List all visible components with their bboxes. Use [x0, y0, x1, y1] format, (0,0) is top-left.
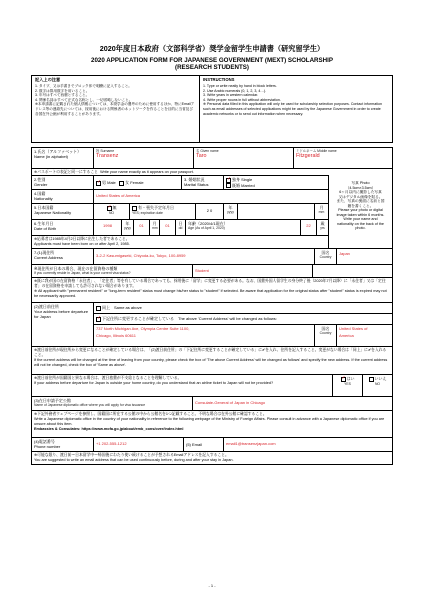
name-note: ※パスポートの表記と同一にすること Write your name exactly as it appears on your passport. — [32, 168, 392, 175]
gender-female-checkbox[interactable] — [119, 181, 124, 186]
title-en: 2020 APPLICATION FORM FOR JAPANESE GOVERNMENT (MEXT) SCHOLARSHIP (RESEARCH STUDENTS) — [91, 57, 333, 72]
dob-year-field[interactable]: 1998 — [93, 220, 121, 235]
visa-status-row: ※現住所が日本の場合、現在の在留資格の種類 If you currently reside in Japan, what is your current visa status? Student — [32, 264, 392, 277]
departure-note: ※渡日前住所が現住所から変更になることが確定している場合は、「(2)渡日前住所」の「下記住所に変更することが確定している」に✔を入れ、住所を記入すること。変更がない場合は「同上」に✔を入れること。 If the current address will be changed at the time of leaving from your country, please check the box of 'The above Current Address' will be changed as follows' and specify the new address. If the current address will not be changed, check the box of 'Same as above'. — [32, 346, 392, 374]
departure-address-field[interactable]: 737 North Michigan Ave, Olympia Centre Suite 1100, Chicago, Illinois 60611 — [96, 326, 190, 338]
page-number: - 1 - — [208, 583, 216, 588]
current-address-field[interactable]: 3-2-2 Kasumigaseki, Chiyoda-ku, Tokyo, 100-8959 — [93, 249, 314, 264]
jp-expiration-year[interactable]: 2 0 — [195, 204, 223, 219]
form-table — [31, 147, 393, 465]
instructions-box — [31, 75, 393, 143]
diplomatic-note: ※下記外務省ウェブページを参照し、国籍国に所在する公館の中から公館名を1つ記載すること。不明な場合は在外公館に確認すること。 Write a Japanese diplomatic office in the country of your nationality in reference to the following webpage of the Ministry of Foreign Affairs. Please consult in advance with a Japanese diplomatic office if you are unsure about this item. Embassies & Consulates: https://www.mofa.go.jp/about/emb_cons/over/index.html — [32, 410, 392, 437]
dob-month-field[interactable]: 01 — [133, 220, 149, 235]
airline-ticket-row: ※渡日前住所が国籍国と異なる場合は、渡日旅費が不支給となることを理解している。 If your address before departure for Japan is outside your home country, do you understand that an airline ticket to Japan will not be provided? ✓はい YES いいえ NO — [32, 374, 392, 396]
nationality-row: 4.国籍 Nationality United States of America — [32, 189, 328, 203]
diplomatic-office-row: (3)在日申請予定公館 Name of Japanese diplomatic office where you will apply for visa issuance Consulate-General of Japan in Chicago — [32, 396, 392, 410]
marital-married-checkbox[interactable] — [226, 183, 231, 188]
email-field[interactable]: email1@transenzjapan.com — [223, 438, 392, 451]
dob-day-field[interactable]: 01 — [159, 220, 175, 235]
application-form — [31, 44, 393, 465]
middle-name-field[interactable]: Fitzgerald — [296, 153, 320, 160]
dob-row: 6.生年月日 Date of Birth 1998 年 yyyy 01 月 mm 01 日 dd 年齢（2020/4/1現在） Age (As of April 1, 2020) 22 歳 yrs — [32, 219, 328, 235]
surname-field[interactable]: Transenz — [96, 153, 119, 160]
current-country-field[interactable]: Japan — [336, 249, 392, 264]
jp-nationality-yes-checkbox[interactable] — [132, 206, 137, 211]
age-field[interactable]: 22 — [300, 220, 316, 235]
airline-yes-checkbox[interactable] — [341, 377, 346, 382]
jp-nationality-no-checkbox[interactable] — [107, 206, 112, 211]
departure-address-row: (2)渡日前住所 Your address before departure for Japan 同上 Same as above ✓下記住所に変更することが確定している The above 'Current Address' will be changed as follows: 737 North Michigan Ave, Olympia Centre Suite 1100, Chicago, Illinois 60611 国名 Country United States of America — [32, 302, 392, 346]
same-as-above-checkbox[interactable] — [96, 306, 101, 311]
gender-row: 2.性別 Gender ✓ 男 Male 女 Female 3. 婚姻状況 Marital Status ✓独身 Single 既婚 Married — [32, 175, 328, 189]
instructions-en: INSTRUCTIONS 1. Type or write neatly by hand in block letters. 2. Use Arabic numerals (0, 1, 2, 3, 4…). 3. Write years in western calendar. 4. Write proper nouns in full without abbreviation. ※ Personal data filled in this application will only be used for scholarship selection purposes. Contact information such as email addresses of selected applications might be used by the Japanese Government in order to create academic networks or to send out information when necessary. — [203, 77, 383, 116]
phone-field[interactable]: +1 202-555-1212 — [93, 438, 183, 451]
japanese-nationality-row: 5.日本国籍 Japanese Nationality ✓無 NO 有・喪失予定年月日 YES; expiration date 2 0 年 yyyy 月 mm — [32, 203, 328, 219]
nationality-field[interactable]: United States of America — [93, 190, 328, 203]
dob-note: ※応募者は1985年4月2日以降に出生した者であること。 Applicants must have been born on or after April 2, 1985. — [32, 235, 328, 248]
current-address-row: 7.(1)現住所 Current Address 3-2-2 Kasumigaseki, Chiyoda-ku, Tokyo, 100-8959 国名 Country Japan — [32, 248, 392, 264]
marital-single-checkbox[interactable] — [226, 178, 231, 183]
title-jp: 2020年度日本政府（文部科学省）奨学金留学生申請書（研究留学生） — [99, 44, 325, 53]
embassy-link[interactable]: Embassies & Consulates: https://www.mofa.go.jp/about/emb_cons/over/index.html — [34, 426, 184, 431]
address-changed-checkbox[interactable] — [96, 317, 101, 322]
departure-country-field[interactable]: United States of America — [336, 325, 392, 346]
name-row: 1.氏名（アルファベット） Name (in alphabet) 姓 Surname Transenz 名 Given name Taro ミドルネーム Middle name Fitzgerald — [32, 148, 392, 168]
diplomatic-office-field[interactable]: Consulate-General of Japan in Chicago — [192, 397, 392, 410]
visa-note: ※既に我が国の在留資格「永住者」、「定住者」等を有している場合であっても、採用後に「留学」に変更する必要がある。なお、国費外国人留学生の身分終了後（2020年7月以降）に「永住者」又は「定住者」の在留資格を申請しても許可されない場合があります。 ※ All applicant with "permanent resident" or "long-term resident" status must change his/her status to "student" if selected. Be aware that application for the original status after "student" status is expired may not be necessarily approved. — [32, 277, 392, 302]
email-note: ※可能な限り、渡日前～日本留学中～帰国後にわたり使い続けることが予想されるEmailアドレスを記入すること。 You are suggested to write an email address that can be used continuously before, during and after your stay in Japan. — [32, 451, 392, 464]
given-name-field[interactable]: Taro — [196, 153, 207, 160]
contact-row: (4)電話番号 Phone number +1 202-555-1212 (5) Email email1@transenzjapan.com — [32, 437, 392, 451]
instructions-jp: 記入上の注意 1. タイプ、又は手書きでブロック体で明瞭に記入すること。 2. 数字は算用数字を用いること。 3. 年号はすべて西暦とすること。 4. 関係名詞はすべて正式な名称とし、一切省略しないこと。 ※本申請書に記載された個人情報については、本奨学金の選考のために使用するほか、特にEmailアドレス等の連絡先については、採用後における関係者のネットワークを作ることを目的に当省及び各国在外公館が利用することがあります。 — [32, 76, 200, 142]
visa-status-field[interactable]: Student — [192, 265, 312, 277]
airline-no-checkbox[interactable] — [369, 377, 374, 382]
gender-male-checkbox[interactable] — [96, 181, 101, 186]
photo-box: 写真 Photo （4.5cm×3.5cm） 6ヶ月以内に撮影した写真 又はデジタル画像を貼る。 また、写真の裏面に名前と国 籍を書くこと。 Please your photo or digital image taken within 6 months. Write your name and nationality on the back of the photo. — [328, 175, 392, 249]
